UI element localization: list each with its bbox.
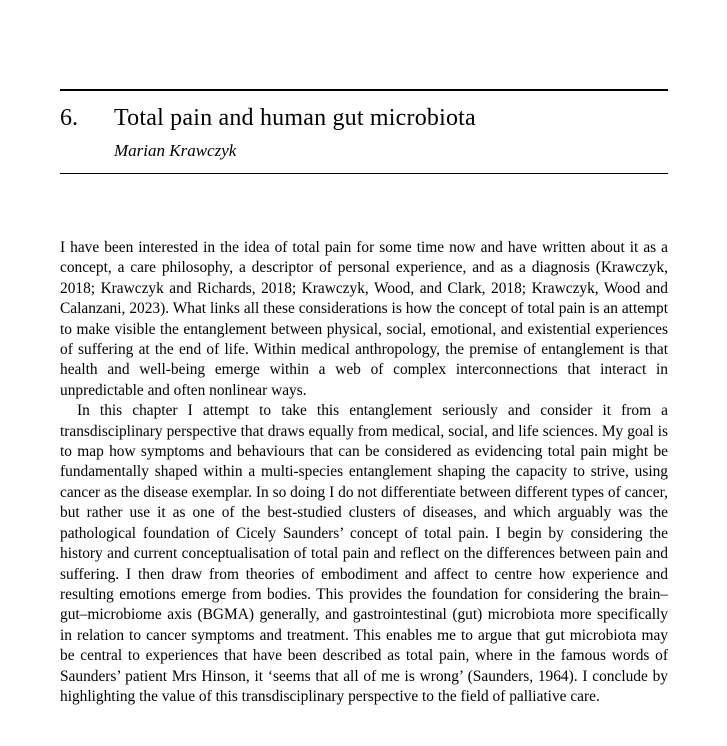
chapter-author: Marian Krawczyk bbox=[114, 141, 237, 160]
body-paragraph-2: In this chapter I attempt to take this entanglement seriously and consider it from a transdisciplinary perspective that draws equally from medical, social, and life sciences. My goal is to map how symptoms and behaviours that can be considered as evidencing total pain might be fundamentally shaped within a multi-species entanglement shaping the capacity to strive, using cancer as the disease exemplar. In so doing I do not differentiate between different types of cancer, but rather use it as one of the best-studied clusters of diseases, and which arguably was the pathological foundation of Cicely Saunders’ concept of total pain. I begin by considering the history and current conceptualisation of total pain and reflect on the differences between pain and suffering. I then draw from theories of embodiment and affect to centre how experience and resulting emotions emerge from bodies. This provides the foundation for considering the brain–gut–microbiome axis (BGMA) generally, and gastrointestinal (gut) microbiota more specifically in relation to cancer symptoms and treatment. This enables me to argue that gut microbiota may be central to experiences that have been described as total pain, where in the famous words of Saunders’ patient Mrs Hinson, it ‘seems that all of me is wrong’ (Saunders, 1964). I conclude by highlighting the value of this transdisciplinary perspective to the field of palliative care. bbox=[60, 402, 668, 705]
chapter-title: Total pain and human gut microbiota bbox=[114, 105, 476, 131]
chapter-number: 6. bbox=[60, 105, 78, 131]
heading-divider bbox=[60, 173, 668, 174]
chapter-heading bbox=[60, 105, 668, 132]
chapter-body bbox=[60, 238, 668, 707]
top-divider bbox=[60, 89, 668, 91]
body-paragraph-1: I have been interested in the idea of total pain for some time now and have written about it as a concept, a care philosophy, a descriptor of personal experience, and as a diagnosis (Krawczyk, 2018; Krawczyk and Richards, 2018; Krawczyk, Wood, and Clark, 2018; Krawczyk, Wood and Calanzani, 2023). What links all these considerations is how the concept of total pain is an attempt to make visible the entanglement between physical, social, emotional, and existential experiences of suffering at the end of life. Within medical anthropology, the premise of entanglement is that health and well-being emerge within a web of complex interconnections that interact in unpredictable and often nonlinear ways. bbox=[60, 239, 668, 399]
